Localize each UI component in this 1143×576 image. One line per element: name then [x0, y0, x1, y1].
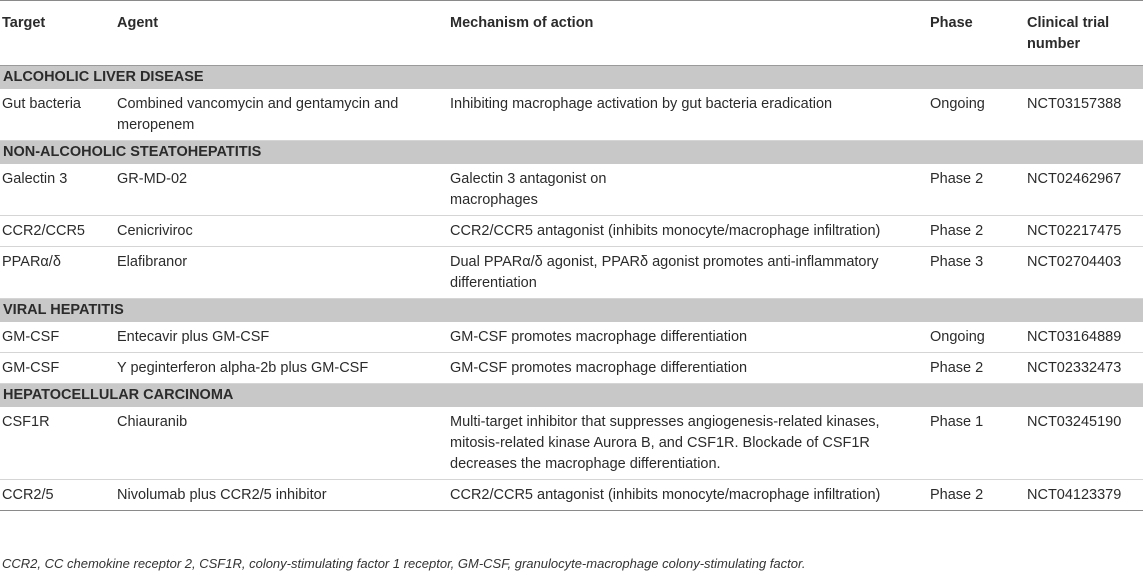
- cell-target: CCR2/CCR5: [0, 216, 113, 247]
- cell-phase: Ongoing: [926, 322, 1023, 353]
- header-agent: Agent: [113, 1, 446, 66]
- cell-phase: Phase 2: [926, 480, 1023, 511]
- section-header: [0, 66, 1143, 90]
- table-header-row: [0, 1, 1143, 66]
- table-row: [0, 164, 1143, 216]
- cell-phase: Phase 2: [926, 164, 1023, 216]
- cell-agent: Chiauranib: [113, 407, 446, 480]
- cell-target: PPARα/δ: [0, 247, 113, 299]
- cell-trial: NCT04123379: [1023, 480, 1143, 511]
- table-row: [0, 89, 1143, 141]
- cell-mechanism: GM-CSF promotes macrophage differentiation: [446, 353, 926, 384]
- header-target: Target: [0, 1, 113, 66]
- section-title: ALCOHOLIC LIVER DISEASE: [0, 66, 1143, 90]
- cell-agent: Elafibranor: [113, 247, 446, 299]
- cell-target: CSF1R: [0, 407, 113, 480]
- cell-target: Gut bacteria: [0, 89, 113, 141]
- section-header: [0, 384, 1143, 408]
- cell-agent: Y peginterferon alpha-2b plus GM-CSF: [113, 353, 446, 384]
- cell-trial: NCT03245190: [1023, 407, 1143, 480]
- cell-mechanism: Galectin 3 antagonist on macrophages: [446, 164, 926, 216]
- cell-mechanism: CCR2/CCR5 antagonist (inhibits monocyte/macrophage infiltration): [446, 216, 926, 247]
- cell-phase: Phase 2: [926, 353, 1023, 384]
- table-row: [0, 216, 1143, 247]
- header-mechanism: Mechanism of action: [446, 1, 926, 66]
- cell-target: Galectin 3: [0, 164, 113, 216]
- cell-trial: NCT02332473: [1023, 353, 1143, 384]
- cell-target: CCR2/5: [0, 480, 113, 511]
- cell-trial: NCT03164889: [1023, 322, 1143, 353]
- cell-mechanism: Dual PPARα/δ agonist, PPARδ agonist promotes anti-inflammatory differentiation: [446, 247, 926, 299]
- cell-agent: GR-MD-02: [113, 164, 446, 216]
- cell-trial: NCT02462967: [1023, 164, 1143, 216]
- cell-trial: NCT02217475: [1023, 216, 1143, 247]
- section-title: VIRAL HEPATITIS: [0, 299, 1143, 323]
- table-footnote: CCR2, CC chemokine receptor 2, CSF1R, colony-stimulating factor 1 receptor, GM-CSF, granulocyte-macrophage colony-stimulating factor.: [2, 556, 806, 571]
- cell-mechanism: GM-CSF promotes macrophage differentiation: [446, 322, 926, 353]
- header-phase: Phase: [926, 1, 1023, 66]
- section-header: [0, 299, 1143, 323]
- cell-target: GM-CSF: [0, 353, 113, 384]
- cell-mechanism: Multi-target inhibitor that suppresses angiogenesis-related kinases, mitosis-related kinase Aurora B, and CSF1R. Blockade of CSF1R decreases the macrophage differentiation.: [446, 407, 926, 480]
- cell-trial: NCT03157388: [1023, 89, 1143, 141]
- table-row: [0, 247, 1143, 299]
- cell-phase: Phase 2: [926, 216, 1023, 247]
- cell-phase: Ongoing: [926, 89, 1023, 141]
- cell-phase: Phase 1: [926, 407, 1023, 480]
- cell-agent: Combined vancomycin and gentamycin and meropenem: [113, 89, 446, 141]
- table-row: [0, 407, 1143, 480]
- cell-trial: NCT02704403: [1023, 247, 1143, 299]
- section-header: [0, 141, 1143, 165]
- section-title: NON-ALCOHOLIC STEATOHEPATITIS: [0, 141, 1143, 165]
- cell-agent: Cenicriviroc: [113, 216, 446, 247]
- cell-agent: Entecavir plus GM-CSF: [113, 322, 446, 353]
- cell-target: GM-CSF: [0, 322, 113, 353]
- section-title: HEPATOCELLULAR CARCINOMA: [0, 384, 1143, 408]
- table-body: [0, 66, 1143, 511]
- cell-mechanism: Inhibiting macrophage activation by gut bacteria eradication: [446, 89, 926, 141]
- table-row: [0, 353, 1143, 384]
- table-row: [0, 480, 1143, 511]
- cell-agent: Nivolumab plus CCR2/5 inhibitor: [113, 480, 446, 511]
- header-trial-number: Clinical trial number: [1023, 1, 1143, 66]
- cell-mechanism: CCR2/CCR5 antagonist (inhibits monocyte/macrophage infiltration): [446, 480, 926, 511]
- table-row: [0, 322, 1143, 353]
- cell-phase: Phase 3: [926, 247, 1023, 299]
